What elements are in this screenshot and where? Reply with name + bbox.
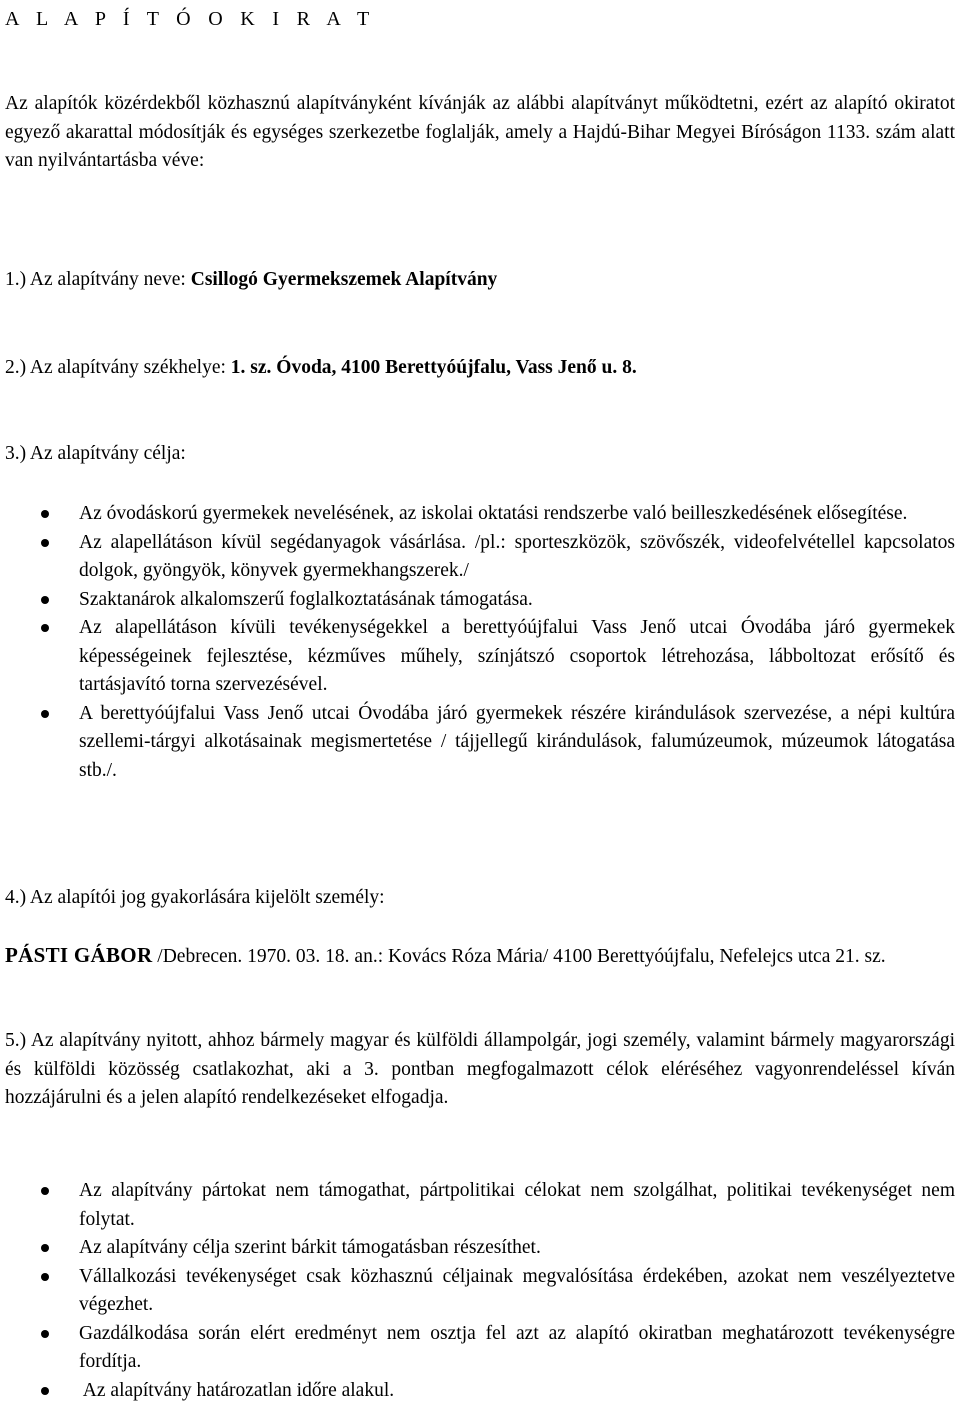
bullet-icon (41, 596, 49, 604)
rules-list (5, 1177, 955, 1405)
document-title: A L A P Í T Ó O K I R A T (5, 8, 376, 30)
list-item: Szaktanárok alkalomszerű foglalkoztatásának támogatása. (5, 586, 955, 615)
bullet-icon (41, 510, 49, 518)
founder-name: PÁSTI GÁBOR (5, 943, 153, 967)
founder-details: /Debrecen. 1970. 03. 18. an.: Kovács Róza Mária/ 4100 Berettyóújfalu, Nefelejcs utca 21. sz. (152, 946, 886, 967)
section-5-paragraph: 5.) Az alapítvány nyitott, ahhoz bármely magyar és külföldi állampolgár, jogi személy, valamint bármely magyarországi és külföldi közösség csatlakozhat, aki a 3. pontban megfogalmazott célok eléréséhez vagyonrendeléssel kíván hozzájárulni és a jelen alapító rendelkezéseket elfogadja. (5, 1030, 955, 1108)
list-item: Az óvodáskorú gyermekek nevelésének, az iskolai oktatási rendszerbe való beilleszkedésének elősegítése. (5, 500, 955, 529)
foundation-name: Csillogó Gyermekszemek Alapítvány (190, 269, 498, 290)
bullet-icon (41, 624, 49, 632)
list-item: Az alapellátáson kívül segédanyagok vásárlása. /pl.: sporteszközök, szövőszék, videofelvétellel kapcsolatos dolgok, gyöngyök, könyvek gyermekhangszerek./ (5, 529, 955, 586)
list-item: Az alapítvány határozatlan időre alakul. (5, 1377, 955, 1406)
list-item: Az alapítvány pártokat nem támogathat, pártpolitikai célokat nem szolgálhat, politikai tevékenységet nem folytat. (5, 1177, 955, 1234)
section-4-label: 4.) Az alapítói jog gyakorlására kijelölt személy: (5, 887, 385, 908)
list-item: Gazdálkodása során elért eredményt nem osztja fel azt az alapító okiratban meghatározott tevékenységre fordítja. (5, 1320, 955, 1377)
bullet-icon (41, 710, 49, 718)
foundation-seat: 1. sz. Óvoda, 4100 Berettyóújfalu, Vass Jenő u. 8. (230, 357, 637, 378)
section-2-seat (5, 354, 955, 383)
section-3-label: 3.) Az alapítvány célja: (5, 443, 186, 464)
section-1-label: 1.) Az alapítvány neve: (5, 269, 191, 290)
list-item: A berettyóújfalui Vass Jenő utcai Óvodába járó gyermekek részére kirándulások szervezése, a népi kultúra szellemi-tárgyi alkotásainak megismertetése / tájjellegű kirándulások, falumúzeumok, múzeumok látogatása stb./. (5, 700, 955, 786)
bullet-icon (41, 1330, 49, 1338)
section-4-person (5, 941, 955, 972)
list-item: Az alapellátáson kívüli tevékenységekkel a berettyóújfalui Vass Jenő utcai Óvodába járó gyermekek képességeinek fejlesztése, kézműves műhely, színjátszó csoportok létrehozása, lábboltozat erősítő és tartásjavító torna szervezésével. (5, 614, 955, 700)
bullet-icon (41, 539, 49, 547)
bullet-icon (41, 1244, 49, 1252)
list-item: Vállalkozási tevékenységet csak közhasznú céljainak megvalósítása érdekében, azokat nem veszélyeztetve végezhet. (5, 1263, 955, 1320)
bullet-icon (41, 1387, 49, 1395)
intro-paragraph: Az alapítók közérdekből közhasznú alapítványként kívánják az alábbi alapítványt működtetni, ezért az alapító okiratot egyező akarattal módosítják és egységes szerkezetbe foglalják, amely a Hajdú-Bihar Megyei Bíróságon 1133. szám alatt van nyilvántartásba véve: (5, 93, 955, 171)
section-2-label: 2.) Az alapítvány székhelye: (5, 357, 231, 378)
bullet-icon (41, 1273, 49, 1281)
list-item: Az alapítvány célja szerint bárkit támogatásban részesíthet. (5, 1234, 955, 1263)
bullet-icon (41, 1187, 49, 1195)
purpose-list (5, 500, 955, 785)
section-1-name (5, 266, 955, 295)
